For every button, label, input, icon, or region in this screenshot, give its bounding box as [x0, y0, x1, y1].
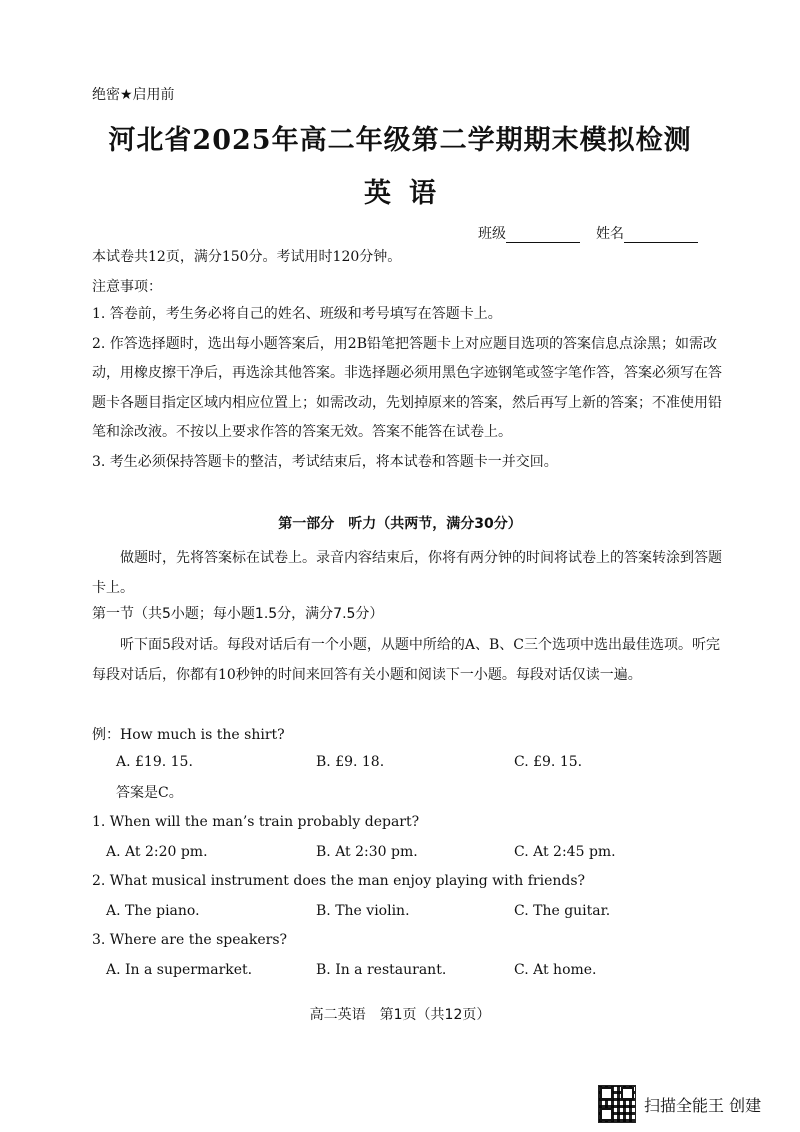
section1-heading: 第一节（共5小题；每小题1.5分，满分7.5分）: [92, 606, 384, 622]
question-2-option-a: A. The piano.: [106, 903, 200, 919]
name-label: 姓名: [596, 226, 624, 242]
note-item: 3. 考生必须保持答题卡的整洁，考试结束后，将本试卷和答题卡一并交回。: [92, 453, 558, 470]
question-1-option-c: C. At 2:45 pm.: [514, 844, 616, 860]
part1-heading: 第一部分 听力（共两节，满分30分）: [278, 516, 522, 532]
example-question: 例：How much is the shirt?: [92, 727, 285, 743]
class-label: 班级: [478, 226, 506, 242]
question-1-option-a: A. At 2:20 pm.: [106, 844, 208, 860]
question-3-option-a: A. In a supermarket.: [106, 962, 253, 978]
confidential-mark: 绝密★启用前: [92, 87, 175, 103]
exam-title: 河北省2025年高二年级第二学期期末模拟检测: [108, 125, 692, 156]
notes-list: [92, 300, 732, 477]
question-2-option-c: C. The guitar.: [514, 903, 611, 919]
part1-instruction: 做题时，先将答案标在试卷上。录音内容结束后，你将有两分钟的时间将试卷上的答案转涂到答题卡上。: [92, 550, 722, 596]
section1-instruction: 听下面5段对话。每段对话后有一个小题，从题中所给的A、B、C三个选项中选出最佳选项。听完每段对话后，你都有10秒钟的时间来回答有关小题和阅读下一小题。每段对话仅读一遍。: [92, 637, 721, 683]
question-3-option-b: B. In a restaurant.: [316, 962, 447, 978]
example-option-a: A. £19. 15.: [116, 754, 193, 770]
question-2: 2. What musical instrument does the man enjoy playing with friends?: [92, 873, 586, 889]
class-blank: [506, 228, 580, 243]
qr-code-icon: [598, 1085, 636, 1123]
note-item: 1. 答卷前，考生务必将自己的姓名、班级和考号填写在答题卡上。: [92, 306, 502, 322]
question-2-option-b: B. The violin.: [316, 903, 410, 919]
question-1-option-b: B. At 2:30 pm.: [316, 844, 418, 860]
question-1: 1. When will the man’s train probably depart?: [92, 814, 420, 830]
example-answer: 答案是C。: [116, 785, 183, 801]
exam-intro: 本试卷共12页，满分150分。考试用时120分钟。: [92, 249, 402, 265]
scanner-watermark-text: 扫描全能王 创建: [644, 1095, 762, 1115]
example-option-b: B. £9. 18.: [316, 754, 385, 770]
page-footer: 高二英语 第1页（共12页）: [309, 1007, 491, 1023]
question-3: 3. Where are the speakers?: [92, 932, 288, 948]
student-info-row: [478, 223, 698, 243]
note-item: 2. 作答选择题时，选出每小题答案后，用2B铅笔把答题卡上对应题目选项的答案信息点涂黑；如需改动，用橡皮擦干净后，再选涂其他答案。非选择题必须用黑色字迹钢笔或签字笔作答，答案必须写在答题卡各题目指定区域内相应位置上；如需改动，先划掉原来的答案，然后再写上新的答案；不准使用铅笔和涂改液。不按以上要求作答的答案无效。答案不能答在试卷上。: [92, 335, 722, 440]
subject-title: 英语: [364, 178, 454, 209]
question-3-option-c: C. At home.: [514, 962, 597, 978]
name-blank: [624, 228, 698, 243]
scanner-watermark: [598, 1085, 761, 1123]
example-option-c: C. £9. 15.: [514, 754, 583, 770]
notes-heading: 注意事项：: [92, 279, 162, 295]
